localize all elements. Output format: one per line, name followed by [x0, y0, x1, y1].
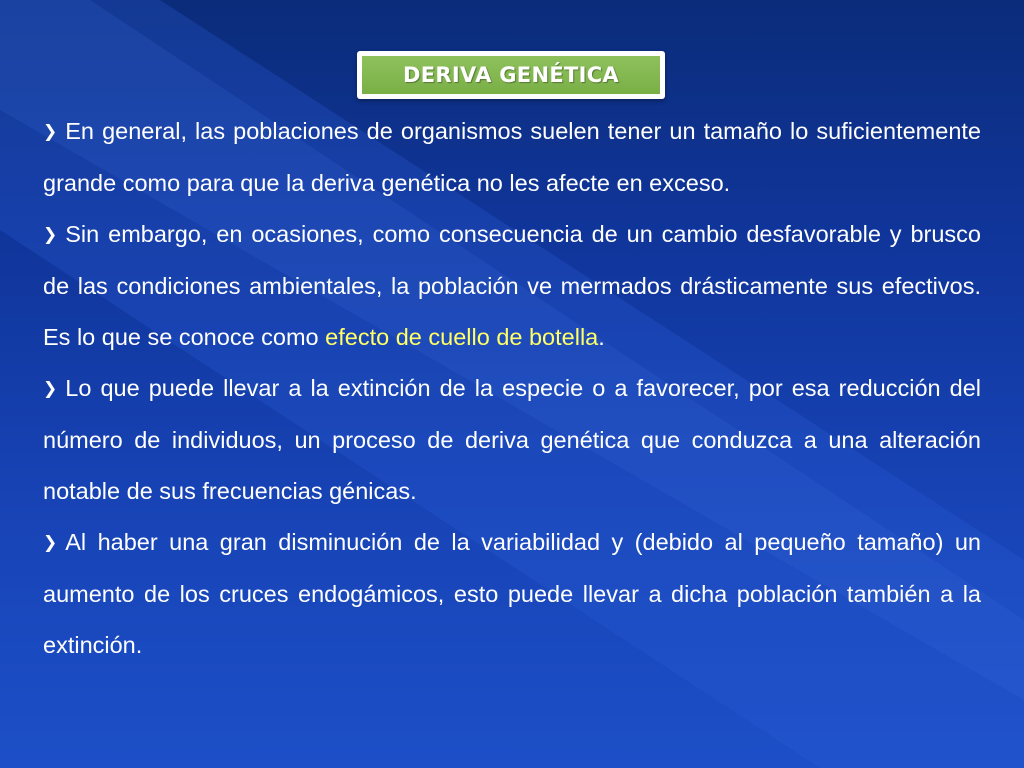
bullet-list	[43, 106, 981, 671]
chevron-right-icon: ❯	[43, 122, 58, 142]
slide-title-box	[357, 51, 665, 99]
bullet-item	[43, 209, 981, 363]
bullet-item	[43, 517, 981, 671]
bullet-text: Sin embargo, en ocasiones, como consecuencia de un cambio desfavorable y brusco de las condiciones ambientales, la población ve mermados drásticamente sus efectivos. Es lo que se conoce como	[43, 221, 981, 350]
bullet-text: Lo que puede llevar a la extinción de la especie o a favorecer, por esa reducción del número de individuos, un proceso de deriva genética que conduzca a una alteración notable de sus frecuencias génicas.	[43, 375, 981, 504]
slide-title: DERIVA GENÉTICA	[403, 63, 619, 87]
bullet-text-suffix: .	[598, 324, 605, 350]
slide-title-fill	[362, 56, 660, 94]
chevron-right-icon: ❯	[43, 379, 58, 399]
chevron-right-icon: ❯	[43, 225, 58, 245]
bullet-item	[43, 106, 981, 209]
chevron-right-icon: ❯	[43, 533, 58, 553]
highlighted-term: efecto de cuello de botella	[325, 324, 599, 350]
bullet-text: Al haber una gran disminución de la variabilidad y (debido al pequeño tamaño) un aumento de los cruces endogámicos, esto puede llevar a dicha población también a la extinción.	[43, 529, 981, 658]
bullet-text: En general, las poblaciones de organismos suelen tener un tamaño lo suficientemente grande como para que la deriva genética no les afecte en exceso.	[43, 118, 981, 196]
bullet-item	[43, 363, 981, 517]
